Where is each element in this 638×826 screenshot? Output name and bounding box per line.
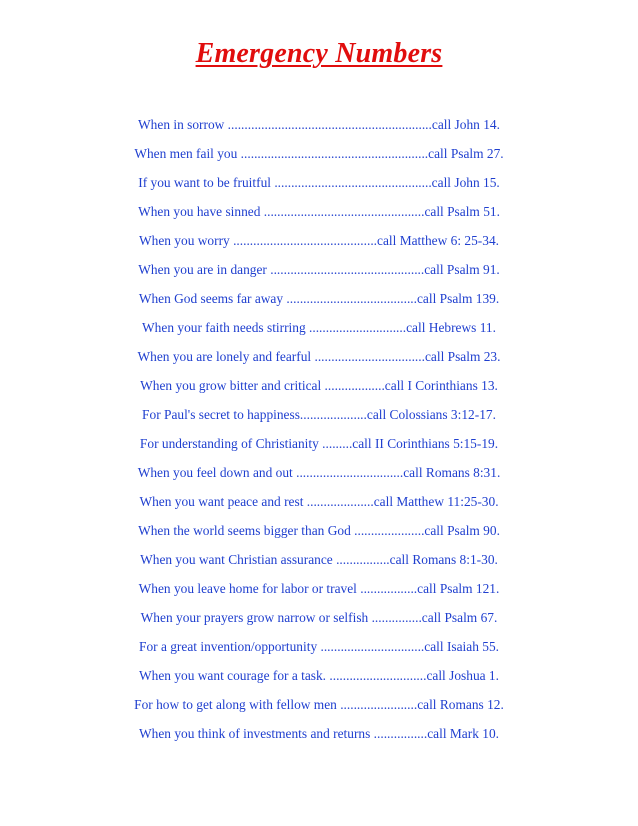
list-item: When you have sinned ................................................call Psalm 51. bbox=[138, 204, 500, 219]
list-item: When you are in danger ..............................................call Psalm 91. bbox=[138, 262, 500, 277]
list-item: When in sorrow .............................................................call John 14. bbox=[138, 117, 500, 132]
emergency-number-list bbox=[0, 113, 638, 751]
list-item: When the world seems bigger than God .....................call Psalm 90. bbox=[138, 523, 500, 538]
list-item: When you think of investments and returns ................call Mark 10. bbox=[139, 726, 499, 741]
list-item: For understanding of Christianity .........call II Corinthians 5:15-19. bbox=[139, 436, 499, 451]
list-item: When your faith needs stirring .............................call Hebrews 11. bbox=[142, 320, 496, 335]
list-item: When you feel down and out ................................call Romans 8:31. bbox=[137, 465, 501, 480]
list-item: For Paul's secret to happiness....................call Colossians 3:12-17. bbox=[142, 407, 496, 422]
list-item: For a great invention/opportunity ...............................call Isaiah 55. bbox=[139, 639, 499, 654]
list-item: When you grow bitter and critical ..................call I Corinthians 13. bbox=[140, 378, 498, 393]
list-item: When your prayers grow narrow or selfish ...............call Psalm 67. bbox=[140, 610, 498, 625]
list-item: When you are lonely and fearful .................................call Psalm 23. bbox=[137, 349, 501, 364]
list-item: When you worry ...........................................call Matthew 6: 25-34. bbox=[138, 233, 499, 248]
list-item: When you want courage for a task. .............................call Joshua 1. bbox=[139, 668, 499, 683]
list-item: When you want peace and rest ....................call Matthew 11:25-30. bbox=[139, 494, 499, 509]
list-item: For how to get along with fellow men .......................call Romans 12. bbox=[134, 697, 504, 712]
list-item: When God seems far away .......................................call Psalm 139. bbox=[138, 291, 500, 306]
list-item: If you want to be fruitful ...............................................call John 15. bbox=[138, 175, 500, 190]
page-title: Emergency Numbers bbox=[195, 38, 443, 69]
list-item: When you want Christian assurance ................call Romans 8:1-30. bbox=[140, 552, 498, 567]
list-item: When men fail you ........................................................call Psalm 27. bbox=[134, 146, 504, 161]
list-item: When you leave home for labor or travel .................call Psalm 121. bbox=[138, 581, 500, 596]
